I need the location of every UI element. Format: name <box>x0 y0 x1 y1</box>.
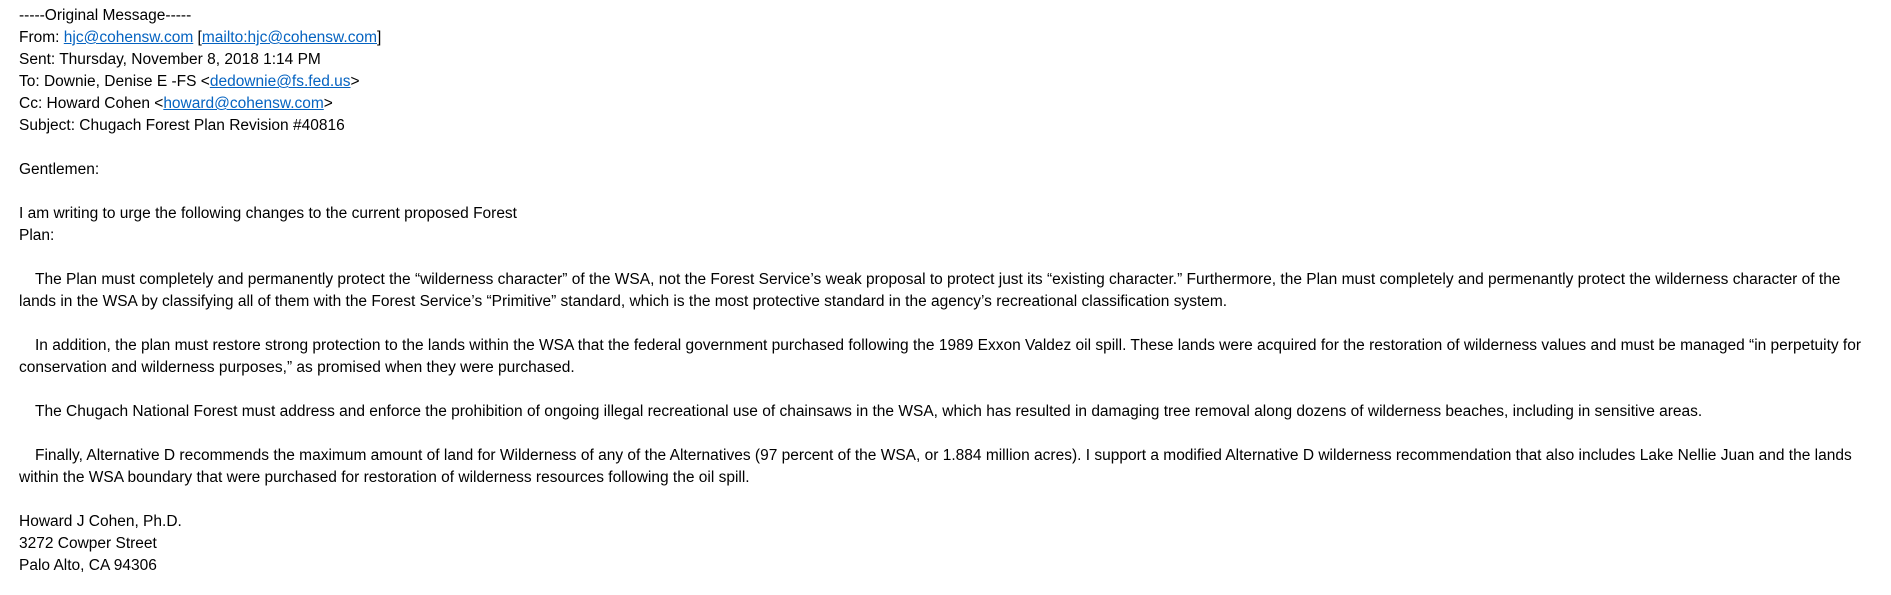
spacer <box>19 489 1879 511</box>
intro-line-2: Plan: <box>19 227 55 244</box>
body-paragraph <box>19 445 1879 489</box>
signature-street: 3272 Cowper Street <box>19 535 157 552</box>
spacer <box>19 313 1879 335</box>
paragraph-text: The Plan must completely and permanently protect the “wilderness character” of the WSA, not the Forest Service’s weak proposal to protect just its “existing character.” Furthermore, the Plan must completely and permenantly protect the wilderness character of the lands in the WSA by classifying all of them with the Forest Service’s “Primitive” standard, which is the most protective standard in the agency’s recreational classification system. <box>19 271 1841 310</box>
cc-close: > <box>323 95 333 112</box>
from-line <box>19 27 1879 49</box>
to-email-link[interactable]: dedownie@fs.fed.us <box>209 73 351 90</box>
to-line <box>19 71 1879 93</box>
spacer <box>19 181 1879 203</box>
from-mailto-link[interactable]: mailto:hjc@cohensw.com <box>201 29 377 46</box>
cc-label: Cc: Howard Cohen < <box>19 95 164 112</box>
from-label: From: <box>19 29 64 46</box>
sent-line: Sent: Thursday, November 8, 2018 1:14 PM <box>19 51 321 68</box>
paragraph-text: Finally, Alternative D recommends the maximum amount of land for Wilderness of any of the Alternatives (97 percent of the WSA, or 1.884 million acres). I support a modified Alternative D wilderness recommendation that also includes Lake Nellie Juan and the lands within the WSA boundary that were purchased for restoration of wilderness resources following the oil spill. <box>19 447 1852 486</box>
spacer <box>19 379 1879 401</box>
body-paragraph <box>19 269 1879 313</box>
paragraph-text: The Chugach National Forest must address and enforce the prohibition of ongoing illegal recreational use of chainsaws in the WSA, which has resulted in damaging tree removal along dozens of wilderness beaches, including in sensitive areas. <box>35 403 1703 420</box>
original-message-separator: -----Original Message----- <box>19 7 192 24</box>
paragraph-text: In addition, the plan must restore strong protection to the lands within the WSA that the federal government purchased following the 1989 Exxon Valdez oil spill. These lands were acquired for the restoration of wilderness values and must be managed “in perpetuity for conservation and wilderness purposes,” as promised when they were purchased. <box>19 337 1862 376</box>
body-paragraph <box>19 335 1879 379</box>
email-message <box>19 5 1879 577</box>
spacer <box>19 247 1879 269</box>
spacer <box>19 137 1879 159</box>
spacer <box>19 423 1879 445</box>
intro-line-1: I am writing to urge the following changes to the current proposed Forest <box>19 205 517 222</box>
body-paragraph <box>19 401 1879 423</box>
signature-name: Howard J Cohen, Ph.D. <box>19 513 182 530</box>
from-mailto-close: ] <box>376 29 382 46</box>
cc-line <box>19 93 1879 115</box>
to-close: > <box>350 73 360 90</box>
from-mailto-open: [ <box>193 29 202 46</box>
signature-city: Palo Alto, CA 94306 <box>19 557 157 574</box>
subject-line: Subject: Chugach Forest Plan Revision #40816 <box>19 117 345 134</box>
from-email-link[interactable]: hjc@cohensw.com <box>63 29 194 46</box>
cc-email-link[interactable]: howard@cohensw.com <box>163 95 324 112</box>
greeting: Gentlemen: <box>19 161 100 178</box>
to-label: To: Downie, Denise E -FS < <box>19 73 210 90</box>
